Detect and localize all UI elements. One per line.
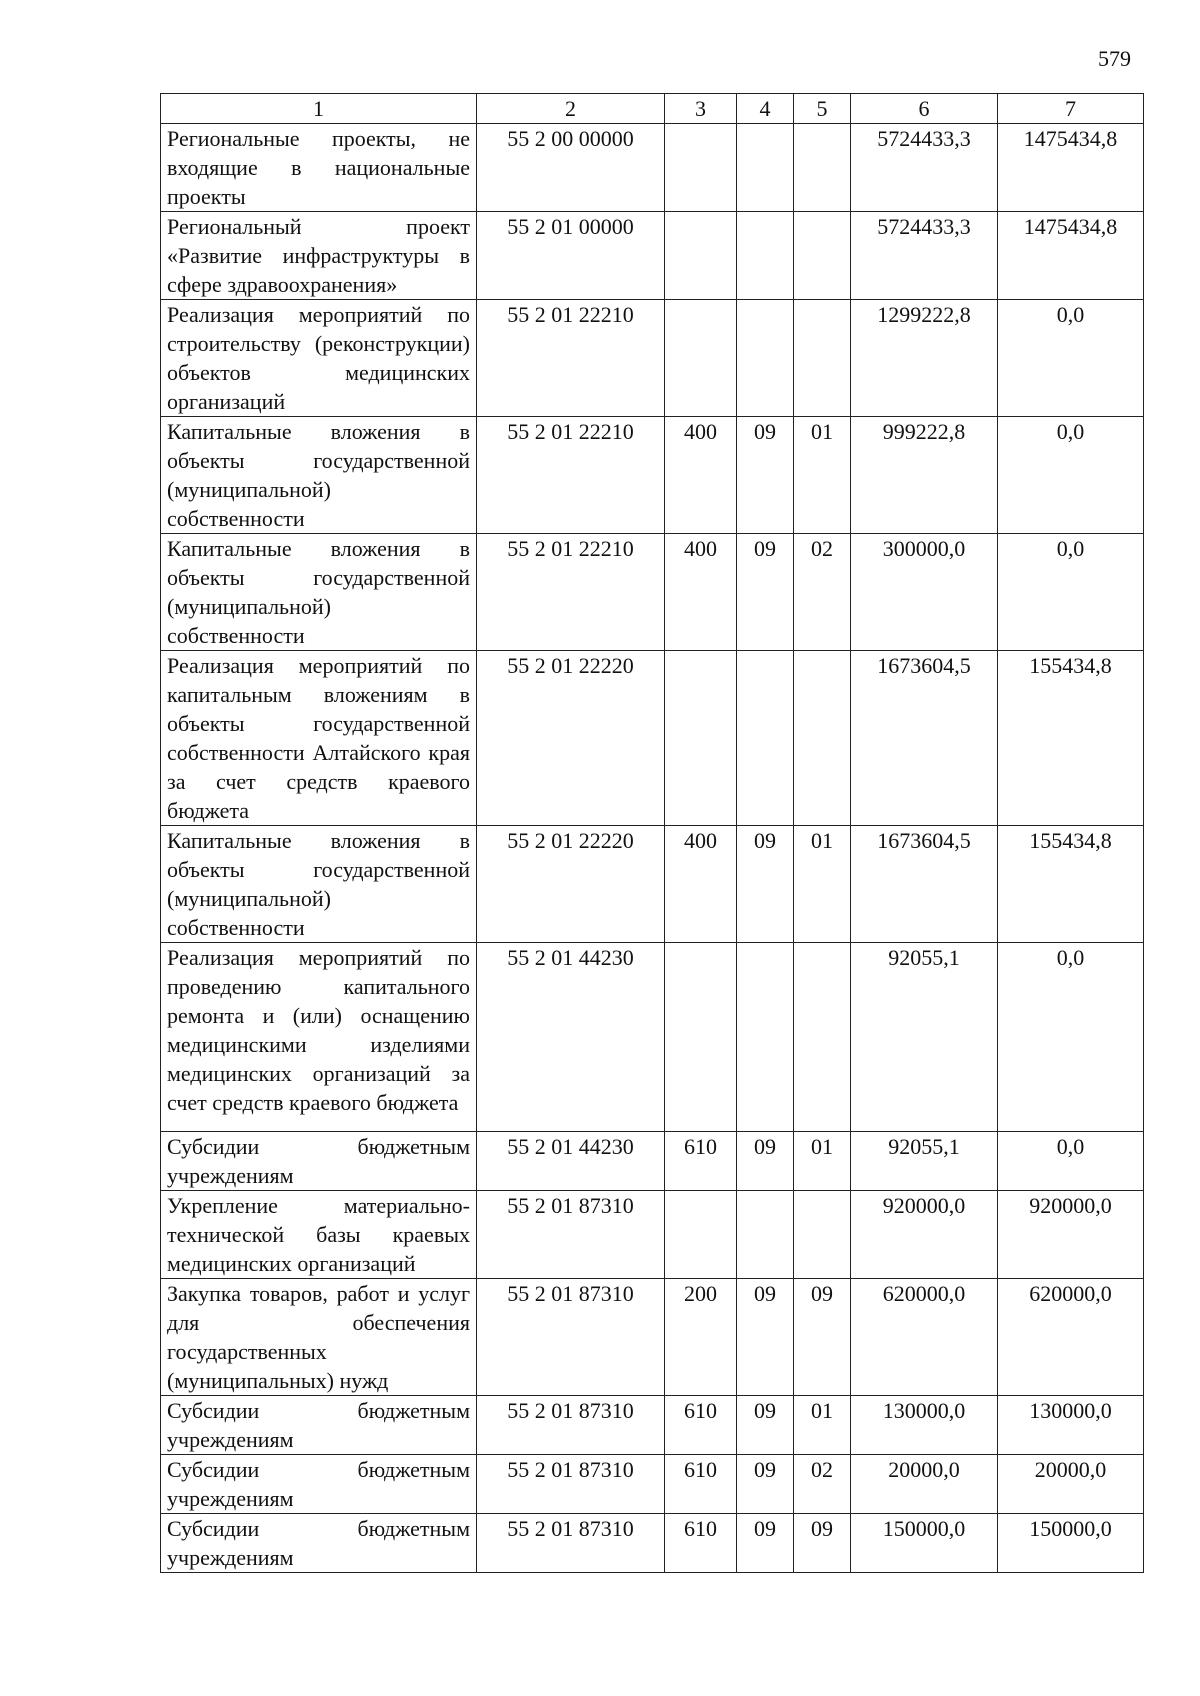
target-code: 55 2 01 87310 bbox=[477, 1514, 665, 1573]
header-col-7: 7 bbox=[998, 94, 1144, 124]
expense-type: 610 bbox=[665, 1455, 737, 1514]
target-code: 55 2 01 22210 bbox=[477, 300, 665, 417]
section: 09 bbox=[737, 417, 794, 534]
target-code: 55 2 01 87310 bbox=[477, 1279, 665, 1396]
target-code: 55 2 00 00000 bbox=[477, 124, 665, 212]
header-col-2: 2 bbox=[477, 94, 665, 124]
amount-col-7: 0,0 bbox=[998, 1132, 1144, 1191]
amount-col-7: 1475434,8 bbox=[998, 124, 1144, 212]
section: 09 bbox=[737, 1514, 794, 1573]
expense-type: 610 bbox=[665, 1514, 737, 1573]
subsection: 01 bbox=[794, 1132, 851, 1191]
expense-type: 400 bbox=[665, 534, 737, 651]
item-name: Субсидии бюджетным учреждениям bbox=[161, 1514, 477, 1573]
expense-type bbox=[665, 212, 737, 300]
amount-col-7: 0,0 bbox=[998, 417, 1144, 534]
target-code: 55 2 01 22220 bbox=[477, 651, 665, 826]
header-col-4: 4 bbox=[737, 94, 794, 124]
expense-type: 400 bbox=[665, 826, 737, 943]
table-row bbox=[161, 300, 1144, 417]
expense-type bbox=[665, 124, 737, 212]
table-row bbox=[161, 212, 1144, 300]
item-name: Региональные проекты, не входящие в национальные проекты bbox=[161, 124, 477, 212]
amount-col-7: 130000,0 bbox=[998, 1396, 1144, 1455]
section: 09 bbox=[737, 1455, 794, 1514]
expense-type bbox=[665, 1191, 737, 1279]
subsection bbox=[794, 651, 851, 826]
amount-col-6: 5724433,3 bbox=[851, 124, 998, 212]
target-code: 55 2 01 22210 bbox=[477, 534, 665, 651]
amount-col-7: 150000,0 bbox=[998, 1514, 1144, 1573]
table-row bbox=[161, 1396, 1144, 1455]
item-name: Реализация мероприятий по строительству (реконструкции) объектов медицинских организаций bbox=[161, 300, 477, 417]
target-code: 55 2 01 22220 bbox=[477, 826, 665, 943]
amount-col-6: 20000,0 bbox=[851, 1455, 998, 1514]
target-code: 55 2 01 87310 bbox=[477, 1396, 665, 1455]
expense-type bbox=[665, 943, 737, 1132]
amount-col-6: 1673604,5 bbox=[851, 651, 998, 826]
amount-col-6: 300000,0 bbox=[851, 534, 998, 651]
item-name: Субсидии бюджетным учреждениям bbox=[161, 1132, 477, 1191]
item-name: Субсидии бюджетным учреждениям bbox=[161, 1455, 477, 1514]
table-body bbox=[161, 124, 1144, 1573]
item-name: Капитальные вложения в объекты государственной (муниципальной) собственности bbox=[161, 826, 477, 943]
target-code: 55 2 01 87310 bbox=[477, 1191, 665, 1279]
amount-col-6: 1299222,8 bbox=[851, 300, 998, 417]
subsection: 02 bbox=[794, 1455, 851, 1514]
expense-type bbox=[665, 300, 737, 417]
subsection bbox=[794, 300, 851, 417]
amount-col-7: 0,0 bbox=[998, 300, 1144, 417]
expense-type: 400 bbox=[665, 417, 737, 534]
amount-col-7: 0,0 bbox=[998, 943, 1144, 1132]
table-row bbox=[161, 826, 1144, 943]
subsection bbox=[794, 1191, 851, 1279]
amount-col-6: 1673604,5 bbox=[851, 826, 998, 943]
expense-type bbox=[665, 651, 737, 826]
amount-col-6: 999222,8 bbox=[851, 417, 998, 534]
amount-col-6: 5724433,3 bbox=[851, 212, 998, 300]
header-col-5: 5 bbox=[794, 94, 851, 124]
header-col-1: 1 bbox=[161, 94, 477, 124]
section: 09 bbox=[737, 826, 794, 943]
target-code: 55 2 01 22210 bbox=[477, 417, 665, 534]
table-row bbox=[161, 1191, 1144, 1279]
expense-type: 610 bbox=[665, 1396, 737, 1455]
section: 09 bbox=[737, 1132, 794, 1191]
subsection: 02 bbox=[794, 534, 851, 651]
amount-col-6: 130000,0 bbox=[851, 1396, 998, 1455]
subsection bbox=[794, 212, 851, 300]
section bbox=[737, 124, 794, 212]
amount-col-7: 20000,0 bbox=[998, 1455, 1144, 1514]
amount-col-6: 92055,1 bbox=[851, 943, 998, 1132]
subsection bbox=[794, 124, 851, 212]
table-row bbox=[161, 1279, 1144, 1396]
section: 09 bbox=[737, 1396, 794, 1455]
page-number: 579 bbox=[1098, 46, 1131, 71]
section bbox=[737, 943, 794, 1132]
item-name: Реализация мероприятий по капитальным вложениям в объекты государственной собственности Алтайского края за счет средств краевого бюджета bbox=[161, 651, 477, 826]
subsection: 01 bbox=[794, 1396, 851, 1455]
amount-col-6: 92055,1 bbox=[851, 1132, 998, 1191]
table-row bbox=[161, 651, 1144, 826]
header-col-6: 6 bbox=[851, 94, 998, 124]
table-row bbox=[161, 534, 1144, 651]
table-row bbox=[161, 417, 1144, 534]
amount-col-6: 620000,0 bbox=[851, 1279, 998, 1396]
table-header bbox=[161, 94, 1144, 124]
item-name: Закупка товаров, работ и услуг для обеспечения государственных (муниципальных) нужд bbox=[161, 1279, 477, 1396]
section bbox=[737, 1191, 794, 1279]
target-code: 55 2 01 44230 bbox=[477, 1132, 665, 1191]
target-code: 55 2 01 44230 bbox=[477, 943, 665, 1132]
amount-col-7: 620000,0 bbox=[998, 1279, 1144, 1396]
amount-col-7: 920000,0 bbox=[998, 1191, 1144, 1279]
item-name: Региональный проект «Развитие инфраструктуры в сфере здравоохранения» bbox=[161, 212, 477, 300]
subsection: 01 bbox=[794, 417, 851, 534]
header-row bbox=[161, 94, 1144, 124]
amount-col-7: 0,0 bbox=[998, 534, 1144, 651]
table-row bbox=[161, 1132, 1144, 1191]
table-row bbox=[161, 1455, 1144, 1514]
section bbox=[737, 300, 794, 417]
table-row bbox=[161, 1514, 1144, 1573]
budget-table bbox=[160, 93, 1144, 1573]
table-row bbox=[161, 943, 1144, 1132]
amount-col-6: 150000,0 bbox=[851, 1514, 998, 1573]
section bbox=[737, 212, 794, 300]
subsection bbox=[794, 943, 851, 1132]
expense-type: 610 bbox=[665, 1132, 737, 1191]
item-name: Субсидии бюджетным учреждениям bbox=[161, 1396, 477, 1455]
target-code: 55 2 01 87310 bbox=[477, 1455, 665, 1514]
target-code: 55 2 01 00000 bbox=[477, 212, 665, 300]
item-name: Укрепление материально-технической базы краевых медицинских организаций bbox=[161, 1191, 477, 1279]
expense-type: 200 bbox=[665, 1279, 737, 1396]
item-name: Капитальные вложения в объекты государственной (муниципальной) собственности bbox=[161, 417, 477, 534]
section: 09 bbox=[737, 534, 794, 651]
amount-col-7: 155434,8 bbox=[998, 651, 1144, 826]
subsection: 01 bbox=[794, 826, 851, 943]
amount-col-7: 155434,8 bbox=[998, 826, 1144, 943]
header-col-3: 3 bbox=[665, 94, 737, 124]
subsection: 09 bbox=[794, 1514, 851, 1573]
section: 09 bbox=[737, 1279, 794, 1396]
table-row bbox=[161, 124, 1144, 212]
amount-col-7: 1475434,8 bbox=[998, 212, 1144, 300]
item-name: Капитальные вложения в объекты государственной (муниципальной) собственности bbox=[161, 534, 477, 651]
amount-col-6: 920000,0 bbox=[851, 1191, 998, 1279]
item-name: Реализация мероприятий по проведению капитального ремонта и (или) оснащению медицинскими изделиями медицинских организаций за счет средств краевого бюджета bbox=[161, 943, 477, 1132]
section bbox=[737, 651, 794, 826]
subsection: 09 bbox=[794, 1279, 851, 1396]
